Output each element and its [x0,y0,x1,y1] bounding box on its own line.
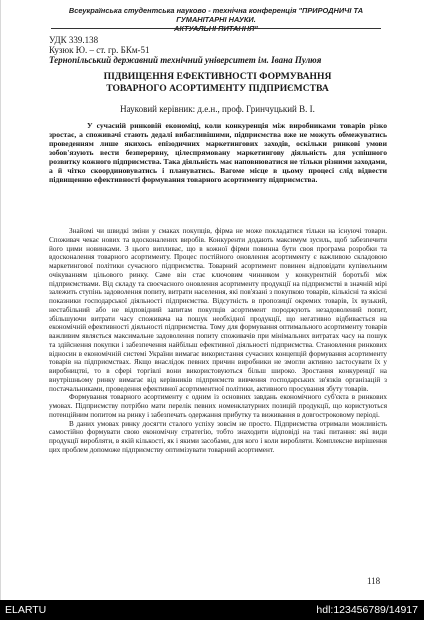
body-paragraph: Формування товарного асортименту є одним із основних завдань економічного суб'єкта в ринкових умовах. Підприємству потрібно мати перелік певних номенклатурних позицій продукції, що користуються потенційним попитом на ринку і забезпечать одержання прибутку та виживання в довгостроковому періоді. [49,393,387,419]
institution-line: Тернопільський державний технічний університет ім. Івана Пулюя [49,55,322,65]
article-title [45,71,390,95]
handle-identifier-link[interactable]: hdl:123456789/14917 [316,604,418,616]
repository-footer-bar [0,600,424,620]
udk-code: УДК 339.138 [49,35,99,45]
body-paragraph: Знайомі чи швидкі зміни у смаках покупців, фірма не може покладатися тільки на існуючі товари. Споживач чекає нових та вдосконалених виробів. Конкуренти додають максимум зусиль, щоб забезпечити його цими новинками. З цього випливає, що в кожної фірми повинна бути своя програма розробки та вдосконалення товарного асортименту. Процес постійного оновлення асортименту є важливою складовою маркетингової політики сучасного підприємства. Товарний асортимент повинен відповідати купівельним очікуванням цільового ринку. Саме він стає ключовим чинником у конкурентній боротьбі між підприємствами. Від складу та своєчасного оновлення асортименту продукції на підприємстві в значній мірі залежить ступінь задоволення попиту, витрати населення, які пов'язані з покупкою товарів, кількісні та якісні показники господарської діяльності підприємства. Відсутність в пропозиції окремих товарів, їх вузький, нестабільний або не відповідний запитам покупців асортимент породжують незадоволений попит, збільшуючи витрати часу споживача на пошук необхідної продукції, що негативно відбивається на економічній ефективності діяльності підприємства. Тому для формування оптимального асортименту товарів важливим являється максимальне задоволення попиту споживачів при мінімальних витратах часу на пошук та здійснення покупки і забезпечення найбільш ефективної діяльності підприємства. Становлення ринкових відносин в економічній системі України вимагає використання сучасних концепцій формування асортименту товарів на підприємствах. Якщо внаслідок певних причин виробники не змогли активно застосувати їх у виробництві, то в сфері торгівлі вони використовуються більш широко. Зростання конкуренції на внутрішньому ринку вимагає від керівників підприємств вивчення господарських зв'язків організацій з постачальниками, проведення ефективної асортиментної політики, активного просування збуту товарів. [49,227,387,393]
repository-name[interactable]: ELARTU [5,604,47,616]
running-header-line-1: Всеукраїнська студентська науково - технічна конференція "ПРИРОДНИЧІ ТА ГУМАНІТАРНІ НАУКИ. [68,6,364,24]
body-paragraph: В даних умовах ринку досягти сталого успіху зовсім не просто. Підприємства отримали можливість самостійно формувати свою економічну стратегію, тобто знаходити відповіді на такі питання: які види продукції виробляти, в якій кількості, як і якими засобами, для кого і коли виробляти. Комплексне вирішення цих проблем допоможе підприємству оптимізувати товарний асортимент. [49,419,387,454]
header-divider [51,28,381,29]
running-header-line-2: АКТУАЛЬНІ ПИТАННЯ" [174,24,258,33]
scientific-supervisor: Науковий керівник: д.е.н., проф. Гринчуцький В. І. [120,104,315,114]
abstract-paragraph: У сучасній ринковій економіці, коли конкуренція між виробниками товарів різко зростає, а споживачі стають дедалі вибагливішими, підприємства вже не можуть обмежуватись проведенням лише якихось епізодичних маркетингових заходів, оскільки ринкові умови зобов'язують вести безперервну, цілеспрямовану маркетингову діяльність для успішного розвитку кожного підприємства. Така діяльність має наповнюватися не тільки різними заходами, а й чітко скоординовуватись і плануватись. Вагоме місце в цьому процесі слід відвести підвищенню ефективності формування товарного асортименту підприємства. [49,121,387,185]
article-title-line-1: ПІДВИЩЕННЯ ЕФЕКТИВНОСТІ ФОРМУВАННЯ [103,71,332,82]
article-body [49,227,387,455]
author-line: Кузюк Ю. – ст. гр. БКм-51 [49,45,150,55]
article-title-line-2: ТОВАРНОГО АСОРТИМЕНТУ ПІДПРИЄМСТВА [106,83,329,94]
page-number: 118 [367,576,381,586]
